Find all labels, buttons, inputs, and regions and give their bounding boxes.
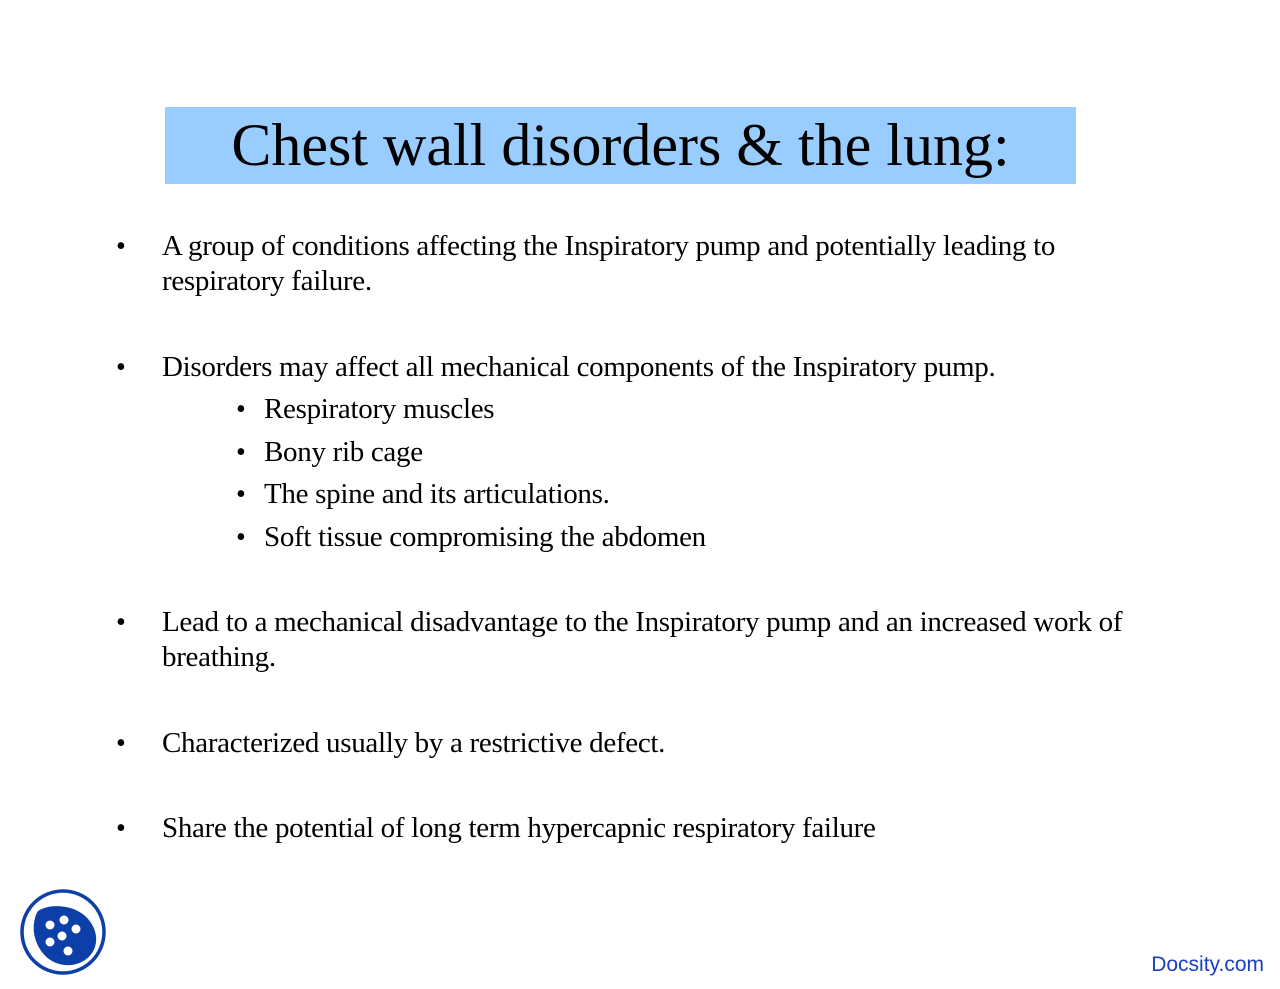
sub-bullet-text: The spine and its articulations. (264, 478, 610, 510)
bullet-text: Disorders may affect all mechanical components of the Inspiratory pump. (162, 351, 996, 383)
bullet-marker: • (116, 607, 126, 638)
bullet-marker: • (116, 352, 126, 383)
bullet-marker: • (116, 728, 126, 759)
sub-bullet-marker: • (236, 437, 246, 468)
slide-title: Chest wall disorders & the lung: (231, 112, 1010, 178)
sub-bullet-marker: • (236, 522, 246, 553)
sub-bullet-text: Respiratory muscles (264, 393, 495, 425)
title-box (165, 107, 1076, 184)
sub-bullet-text: Soft tissue compromising the abdomen (264, 521, 706, 553)
sub-bullet-marker: • (236, 479, 246, 510)
docsity-brand-link[interactable]: Docsity.com (1151, 953, 1264, 976)
bullet-text: Lead to a mechanical disadvantage to the Inspiratory pump and an increased work of breathing. (162, 606, 1123, 673)
bullet-text: A group of conditions affecting the Inspiratory pump and potentially leading to respiratory failure. (162, 230, 1056, 297)
docsity-logo-icon[interactable] (20, 889, 106, 975)
sub-bullet-text: Bony rib cage (264, 436, 423, 468)
bullet-text: Characterized usually by a restrictive defect. (162, 727, 666, 759)
bullet-marker: • (116, 813, 126, 844)
sub-bullet-marker: • (236, 394, 246, 425)
bullet-marker: • (116, 231, 126, 262)
bullet-text: Share the potential of long term hypercapnic respiratory failure (162, 812, 876, 844)
